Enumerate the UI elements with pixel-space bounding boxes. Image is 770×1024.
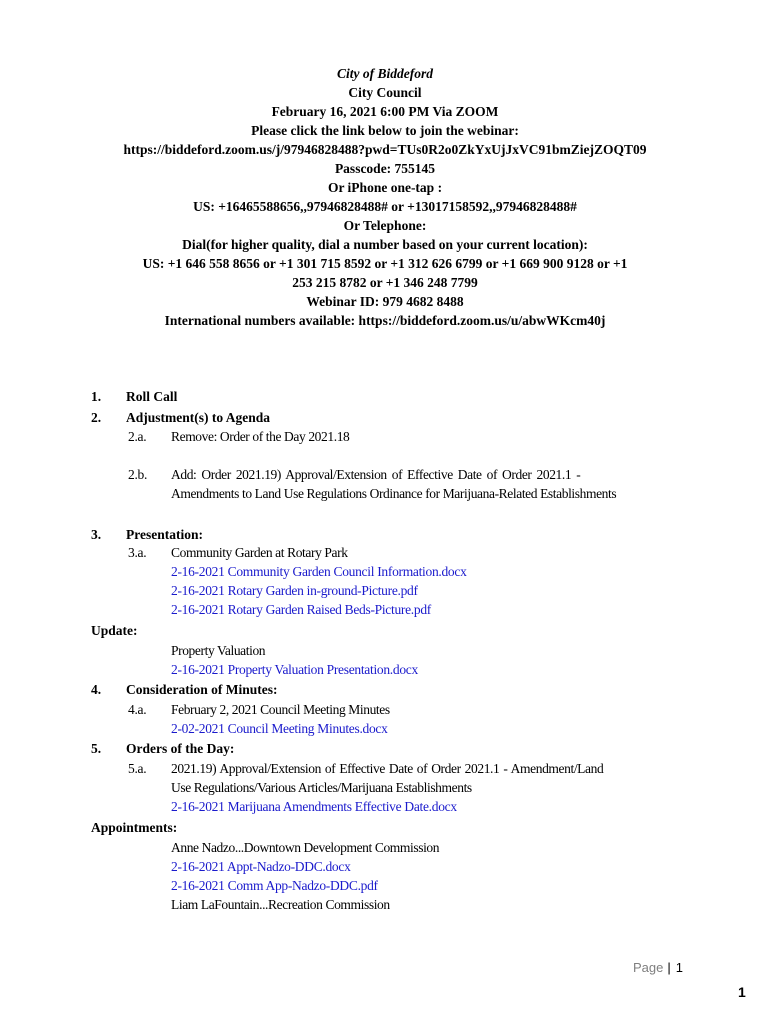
page-footer [633,960,683,975]
item-number: 1. [91,389,102,404]
update-text: Property Valuation [171,643,266,658]
item-number: 3. [91,527,102,542]
sub-item-text: 2021.19) Approval/Extension of Effective Date of Order 2021.1 - Amendment/Land [171,761,604,776]
telephone-label: Or Telephone: [343,218,427,233]
sub-item-text: Remove: Order of the Day 2021.18 [171,429,350,444]
section-title-update: Update: [91,623,138,638]
item-title-adjustments: Adjustment(s) to Agenda [126,410,271,425]
sub-item-text-cont: Use Regulations/Various Articles/Marijuana Establishments [171,780,472,795]
appointment-text: Anne Nadzo...Downtown Development Commission [171,840,440,855]
item-number: 4. [91,682,102,697]
appointment-text: Liam LaFountain...Recreation Commission [171,897,390,912]
join-instruction: Please click the link below to join the webinar: [251,123,519,138]
iphone-label: Or iPhone one-tap : [327,180,443,195]
passcode: Passcode: 755145 [334,161,436,176]
item-title-orders: Orders of the Day: [126,741,235,756]
item-title-minutes: Consideration of Minutes: [126,682,278,697]
item-number: 5. [91,741,102,756]
attachment-link[interactable]: 2-16-2021 Rotary Garden Raised Beds-Picture.pdf [171,602,431,617]
sub-item-text-cont: Amendments to Land Use Regulations Ordinance for Marijuana-Related Establishments [171,486,617,501]
attachment-link[interactable]: 2-16-2021 Property Valuation Presentation.docx [171,662,418,677]
international-numbers: International numbers available: https://biddeford.zoom.us/u/abwWKcm40j [164,313,606,328]
sub-item-text: February 2, 2021 Council Meeting Minutes [171,702,390,717]
attachment-link[interactable]: 2-02-2021 Council Meeting Minutes.docx [171,721,388,736]
council-name: City Council [348,85,422,100]
sub-item-label: 3.a. [128,545,147,560]
item-title-roll-call: Roll Call [126,389,178,404]
attachment-link[interactable]: 2-16-2021 Community Garden Council Information.docx [171,564,467,579]
webinar-id: Webinar ID: 979 4682 8488 [306,294,464,309]
attachment-link[interactable]: 2-16-2021 Rotary Garden in-ground-Picture.pdf [171,583,418,598]
zoom-link[interactable]: https://biddeford.zoom.us/j/97946828488?pwd=TUs0R2o0ZkYxUjJxVC91bmZiejZOQT09 [123,142,647,157]
phone-numbers-line1: US: +1 646 558 8656 or +1 301 715 8592 or +1 312 626 6799 or +1 669 900 9128 or +1 [142,256,628,271]
attachment-link[interactable]: 2-16-2021 Appt-Nadzo-DDC.docx [171,859,351,874]
item-title-presentation: Presentation: [126,527,203,542]
sub-item-text: Add: Order 2021.19) Approval/Extension of Effective Date of Order 2021.1 - [171,467,581,482]
sub-item-label: 2.b. [128,467,148,482]
page-number: 1 [675,960,683,975]
meeting-date: February 16, 2021 6:00 PM Via ZOOM [271,104,499,119]
dial-note: Dial(for higher quality, dial a number based on your current location): [182,237,588,252]
iphone-numbers: US: +16465588656,,97946828488# or +13017158592,,97946828488# [193,199,577,214]
section-title-appointments: Appointments: [91,820,178,835]
phone-numbers-line2: 253 215 8782 or +1 346 248 7799 [292,275,478,290]
sub-item-label: 2.a. [128,429,147,444]
page-separator: | [667,960,671,975]
attachment-link[interactable]: 2-16-2021 Comm App-Nadzo-DDC.pdf [171,878,378,893]
sub-item-label: 5.a. [128,761,147,776]
city-name: City of Biddeford [337,66,433,81]
sub-item-text: Community Garden at Rotary Park [171,545,348,560]
sub-item-label: 4.a. [128,702,147,717]
attachment-link[interactable]: 2-16-2021 Marijuana Amendments Effective Date.docx [171,799,457,814]
page-label: Page [633,960,664,975]
item-number: 2. [91,410,102,425]
page-marker: 1 [738,984,746,1000]
